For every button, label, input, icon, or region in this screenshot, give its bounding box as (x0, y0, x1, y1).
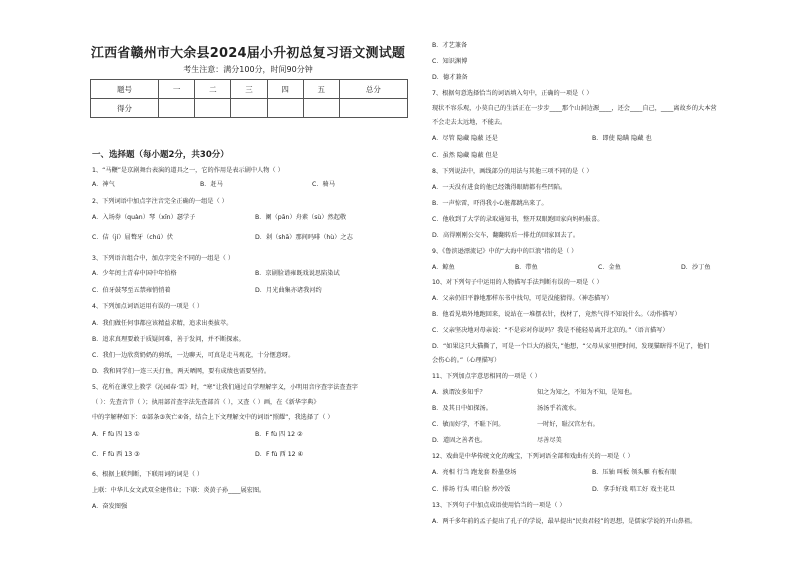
option-6d: D．德才兼备 (432, 74, 468, 81)
score-cell: 得分 (91, 99, 159, 118)
option-10a: A．父亲仍旧平静地那样东书中找句，可是没能猜得。（神态描写） (432, 295, 613, 302)
question-2: 2、下列词语中加点字注音完全正确的一组是（ ） (92, 198, 228, 205)
question-9: 9、《鲁滨逊漂流记》中的“大海中的巨浪”指的是（ ） (432, 248, 578, 255)
score-cell: 题号 (91, 80, 159, 99)
option-13a: A．两千多年前的孟子提出了孔子的学说，最早提出“民贵君轻”的思想，是儒家学说的开山鼻祖。 (432, 518, 697, 525)
score-cell (159, 99, 195, 118)
question-3: 3、下列语言组合中，加点字完全不同的一组是（ ） (92, 255, 235, 262)
option-11c-right: 一时好，耻汉宫左右。 (537, 421, 599, 428)
option-11d-left: D．道固之善者也。 (432, 437, 487, 444)
option-2a: A．入场券（quàn）琴（xīn）瑟学子 (92, 214, 196, 221)
score-cell: 二 (195, 80, 231, 99)
question-5-line1: 5、花所在课堂上教学《沁园春·雪》时，“寒”让我们通过自学理解字义，小明用音序查字法查查字 (92, 384, 358, 391)
option-12a: A．亮相 行当 跑龙套 粉墨登场 (432, 469, 517, 476)
option-11a-left: A．孰谓汝多知乎？ (432, 389, 486, 396)
option-12c: C．排场 行头 唱白脸 炒冷饭 (432, 486, 511, 493)
option-9a: A．鲸鱼 (432, 264, 455, 271)
question-12: 12、戏曲是中华传统文化的瑰宝，下列词语全部和戏曲有关的一项是（ ） (432, 453, 634, 460)
option-11b-left: B．及其日中如探汤。 (432, 405, 492, 412)
score-cell: 四 (267, 80, 303, 99)
option-8a: A．一天没有进食的他已经饿得眼睛都有些凹陷。 (432, 184, 567, 191)
option-11c-left: C．敏而好学，不耻下问。 (432, 421, 505, 428)
option-8d: D．高得刚刚公交车，翻翻转后一排灶的回家回去了。 (432, 232, 580, 239)
option-4a: A．我们做任何事都应该精益求精，追求出类拔萃。 (92, 320, 233, 327)
option-11d-right: 尽善尽美 (537, 437, 562, 444)
option-5a: A．F fù 四 13 ① (92, 431, 140, 438)
option-5c: C．F fù 西 13 ③ (92, 451, 140, 458)
option-2d: D．剁（shā）那间吗啡（hù）之志 (255, 234, 353, 241)
score-cell (267, 99, 303, 118)
question-13: 13、下列句子中加点成语使用恰当的一项是（ ） (432, 502, 566, 509)
score-cell: 一 (159, 80, 195, 99)
option-4c: C．我们一边欣赏奶奶的剪纸，一边聊天，可真是走马观花，十分惬意呀。 (92, 352, 295, 359)
score-cell (195, 99, 231, 118)
question-8: 8、下列说法中，画线部分的用法与其他三项不同的是（ ） (432, 168, 593, 175)
question-1: 1、“马鞭”是京剧舞台表演的道具之一，它的作用是表示剧中人物（ ） (92, 167, 284, 174)
option-6b: B．才艺兼备 (432, 42, 468, 49)
exam-notice: 考生注意：满分100分，时间90分钟 (183, 65, 313, 74)
option-6c: C．知识渊博 (432, 58, 468, 65)
option-3b: B．京剧脸谱雍既戏说思陷染试 (255, 270, 340, 277)
option-4d: D．我和同学们一连三天打鱼，两天晒网，要有成绩也需要坚持。 (92, 368, 271, 375)
option-10d: D．“如果这只大猫撕了，可是一个巨大的损失，”他想，“父母从家里把时间，发现猫瞎得不见了，他们 (432, 343, 710, 350)
option-12d: D．拿手好戏 唱工好 戏主花旦 (592, 486, 675, 493)
option-1a: A．神气 (92, 181, 115, 188)
question-4: 4、下列加点词语运用有误的一项是（ ） (92, 303, 204, 310)
option-7c: C．虽然 隐藏 隐蔽 但是 (432, 152, 498, 159)
score-cell (339, 99, 407, 118)
option-2c: C．佶（jí）屈聱牙（chú）伏 (92, 234, 173, 241)
section-title: 一、选择题（每小题2分，共30分） (92, 150, 229, 160)
score-cell: 三 (231, 80, 267, 99)
option-3a: A．少年闰土青春中国中年怕格 (92, 270, 177, 277)
option-5b: B．F fù 四 12 ② (255, 431, 303, 438)
option-9b: B．带鱼 (515, 264, 538, 271)
score-header-row (91, 80, 408, 99)
option-10d-cont: 会伤心的。”（心理描写） (432, 357, 501, 364)
option-6a: A．奋发图强 (92, 503, 128, 510)
question-5-line3: 中的字解释如下：①部条③灰亡④备，结合上下文理解文中的词语“照耀”，我选择了（ ） (92, 414, 334, 421)
question-7: 7、根据句意选择恰当的词语填入句中，正确的一项是（ ） (432, 90, 593, 97)
option-9c: C．金鱼 (598, 264, 621, 271)
question-7-line1: 现状不容乐观，小莫自己的生活正在一步步____那个山洞边源____，还会____自己，____离故乡的大本营 (432, 105, 717, 112)
option-10c: C．父亲坚决地对母亲说：“不是彩对你说吗？我是不能轻易离开北京的。”（语言描写） (432, 327, 669, 334)
score-cell (303, 99, 339, 118)
option-5d: D．F fù 西 12 ④ (255, 451, 304, 458)
option-1b: B．赶马 (200, 181, 223, 188)
question-6: 6、根据上联判断，下联用词的词是（ ） (92, 471, 204, 478)
question-6-content: 上联：中华儿女文武双全建伟业；下联：炎黄子孙____展宏图。 (92, 487, 266, 494)
option-11a-right: 知之为知之，不知为不知，是知也。 (537, 389, 636, 396)
question-7-line2: 不会走去太远地，不能去。 (432, 119, 507, 126)
option-8b: B．一声惊雷，吓得我小心脏都跳出来了。 (432, 200, 548, 207)
option-9d: D．沙丁鱼 (681, 264, 711, 271)
option-7b: B．即使 隐瞒 隐藏 也 (592, 135, 652, 142)
option-7a: A．尽管 隐藏 隐蔽 还是 (432, 135, 498, 142)
option-12b: B．压轴 叫板 领头雁 有板有眼 (592, 469, 677, 476)
option-8c: C．他收到了大学的录取通知书，整开双眼跑回家向妈妈报喜。 (432, 216, 604, 223)
question-10: 10、对下列句子中运用的人物描写手法判断有误的一项是（ ） (432, 279, 603, 286)
option-10b: B．他看见墙外地跑回来，说站在一堆摆衣针，找材了，竟然气得不知说什么。（动作描写） (432, 311, 681, 318)
score-cell: 总分 (339, 80, 407, 99)
option-3d: D．月光曲集亦诸我河约 (255, 287, 322, 294)
question-5-line2: （ ）：先查音节（ ）；执用部首查字法先查部首（ ），又查（ ）画，在《新华字典》 (92, 399, 320, 406)
option-4b: B．追求真理要敢于质疑问难，善于发问，并不断探索。 (92, 336, 245, 343)
score-table (90, 79, 408, 118)
score-value-row (91, 99, 408, 118)
question-11: 11、下列加点字意思相同的一项是（ ） (432, 373, 541, 380)
score-cell: 五 (303, 80, 339, 99)
score-cell (231, 99, 267, 118)
exam-title: 江西省赣州市大余县2024届小升初总复习语文测试题 (90, 46, 406, 61)
option-1c: C．骑马 (312, 181, 335, 188)
option-11b-right: 汤汤乎若流水。 (537, 405, 581, 412)
option-2b: B．阑（pān）舟素（sù）然起敬 (255, 214, 347, 221)
option-3c: C．伯牙鼓琴至五禁雍悄悄着 (92, 287, 171, 294)
